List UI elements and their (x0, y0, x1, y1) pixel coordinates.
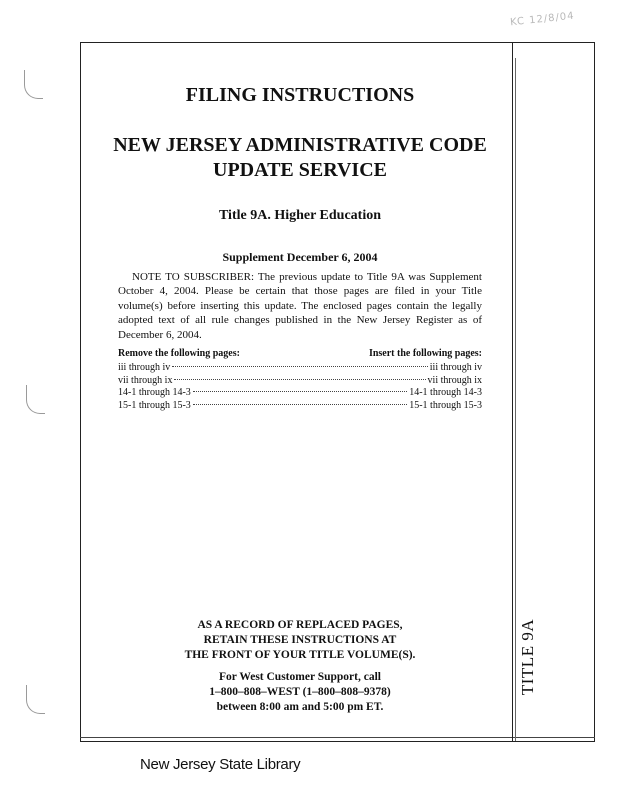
remove-pages-header: Remove the following pages: (118, 348, 240, 359)
remove-range: 15-1 through 15-3 (118, 399, 191, 411)
dot-leader (174, 379, 425, 380)
document-subtitle (100, 133, 500, 183)
customer-support (100, 670, 500, 715)
dot-leader (172, 366, 428, 367)
binder-hole-mark (26, 385, 45, 414)
insert-range: 14-1 through 14-3 (409, 387, 482, 398)
record-line: AS A RECORD OF REPLACED PAGES, (197, 619, 403, 631)
frame-bottom-rule (80, 737, 595, 738)
tab-divider (512, 43, 513, 741)
record-notice (100, 618, 500, 663)
table-row (118, 362, 482, 375)
library-stamp: New Jersey State Library (140, 756, 301, 773)
page-table-header (118, 348, 482, 362)
insert-pages-header: Insert the following pages: (368, 348, 482, 359)
page-title: FILING INSTRUCTIONS (185, 84, 415, 106)
remove-range: iii through iv (118, 362, 171, 373)
record-line: THE FRONT OF YOUR TITLE VOLUME(S). (184, 649, 416, 661)
subtitle-line: UPDATE SERVICE (213, 159, 387, 181)
support-phone: 1–800–808–WEST (1–800–808–9378) (209, 686, 391, 698)
insert-range: vii through ix (427, 374, 482, 386)
remove-range: 14-1 through 14-3 (118, 387, 191, 398)
record-line: RETAIN THESE INSTRUCTIONS AT (203, 634, 397, 646)
table-row (118, 387, 482, 400)
support-line: For West Customer Support, call (219, 671, 381, 683)
side-tab-label: TITLE 9A (518, 618, 537, 696)
dot-leader (193, 404, 407, 405)
subtitle-line: NEW JERSEY ADMINISTRATIVE CODE (113, 134, 487, 156)
support-hours: between 8:00 am and 5:00 pm ET. (216, 701, 384, 713)
page-replacement-table (118, 348, 482, 412)
scan-annotation: KC 12/8/04 (509, 10, 576, 29)
table-row (118, 400, 482, 413)
table-row (118, 375, 482, 388)
subscriber-note: NOTE TO SUBSCRIBER: The previous update to Title 9A was Supplement October 4, 2004. Please be certain that those pages are filed in your Title volume(s) before inserting this update. The enclosed pages contain the legally adopted text of all rule changes published in the New Jersey Register as of December 6, 2004. (118, 271, 482, 341)
insert-range: 15-1 through 15-3 (409, 399, 482, 411)
insert-range: iii through iv (429, 362, 482, 373)
supplement-date: Supplement December 6, 2004 (222, 250, 378, 264)
title-name: Title 9A. Higher Education (218, 208, 382, 223)
remove-range: vii through ix (118, 374, 173, 386)
dot-leader (193, 391, 407, 392)
binder-hole-mark (24, 70, 43, 99)
binder-hole-mark (26, 685, 45, 714)
